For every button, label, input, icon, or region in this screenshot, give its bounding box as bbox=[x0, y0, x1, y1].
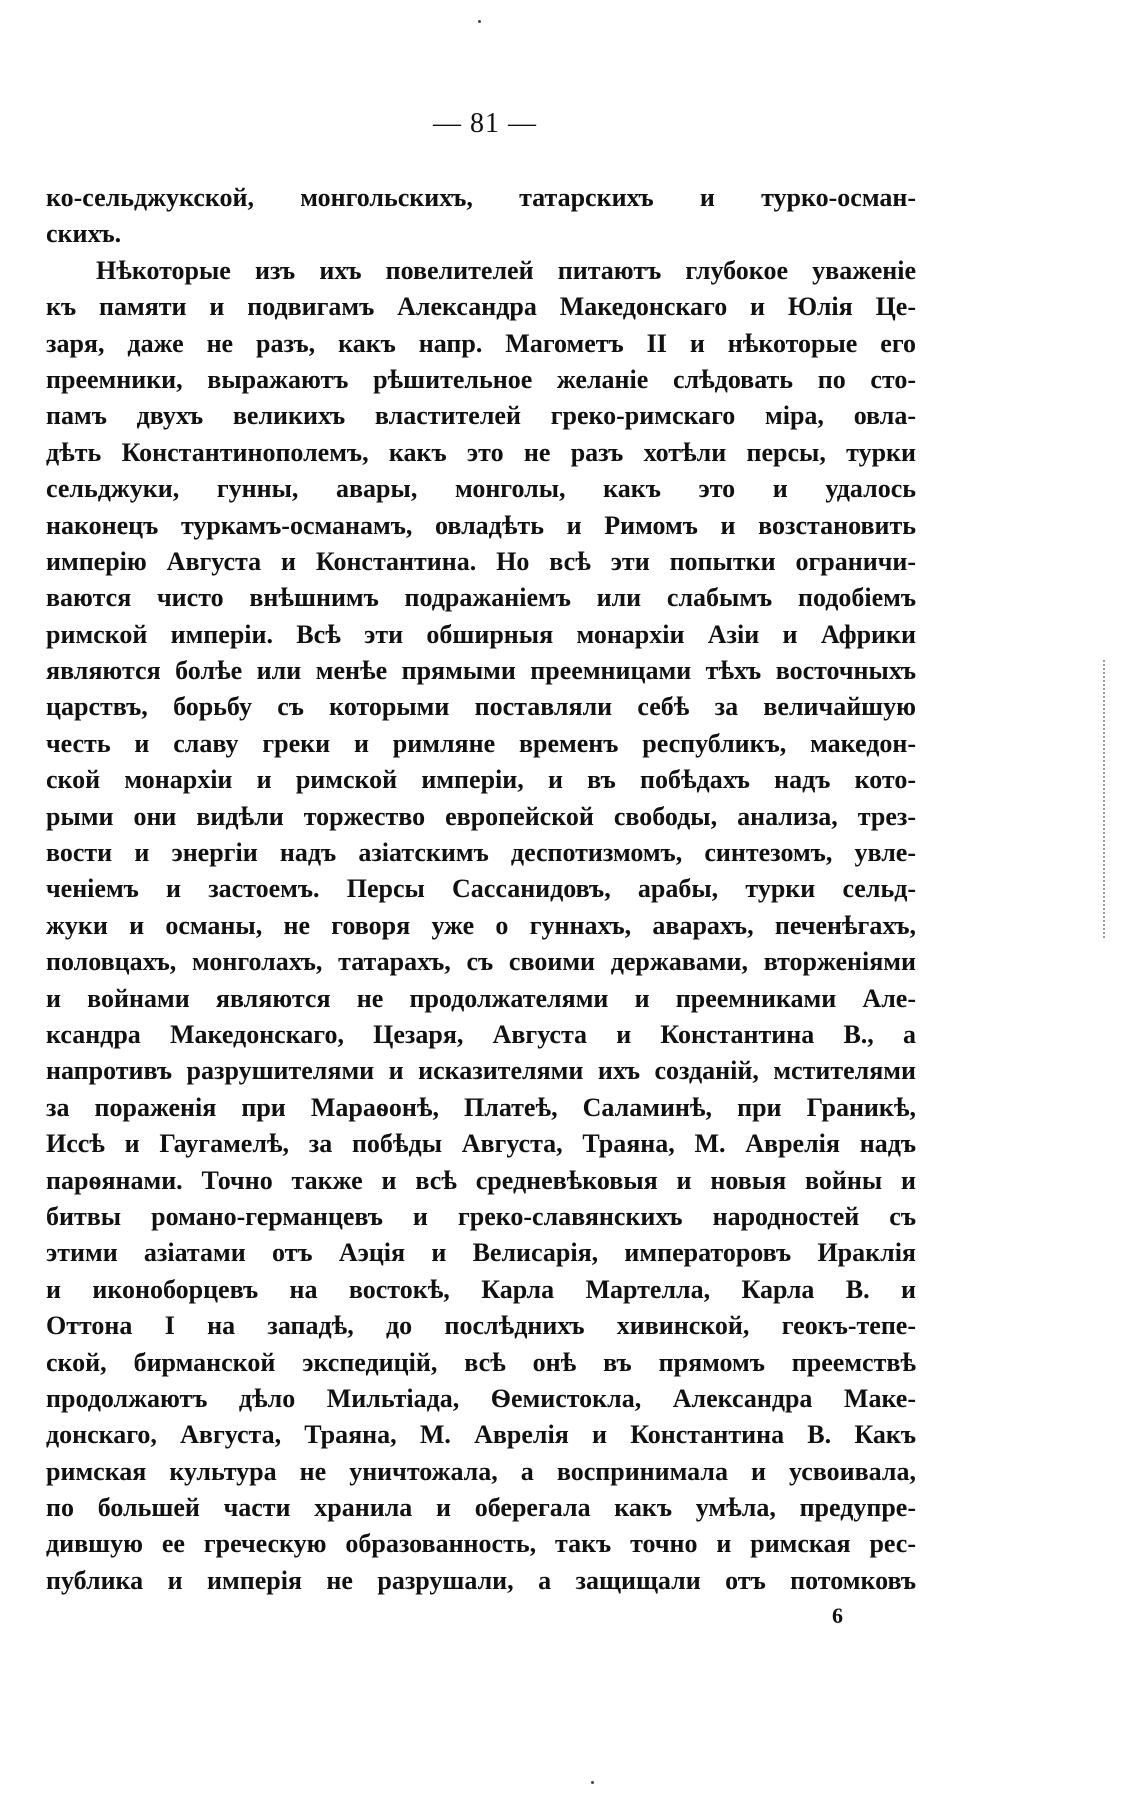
text-line: ваются чисто внѣшнимъ подражаніемъ или слабымъ подобіемъ bbox=[46, 583, 916, 613]
text-line: за пораженія при Мараѳонѣ, Платеѣ, Саламинѣ, при Граникѣ, bbox=[46, 1092, 916, 1122]
text-line: и войнами являются не продолжателями и преемниками Але- bbox=[46, 983, 916, 1013]
text-line: парѳянами. Точно также и всѣ средневѣковыя и новыя войны и bbox=[46, 1165, 916, 1195]
text-line: по большей части хранила и оберегала какъ умѣла, предупре- bbox=[46, 1493, 916, 1523]
signature-mark: 6 bbox=[832, 1603, 843, 1628]
text-line: заря, даже не разъ, какъ напр. Магометъ II и нѣкоторые его bbox=[46, 328, 916, 358]
text-line: донскаго, Августа, Траяна, М. Аврелія и Константина В. Какъ bbox=[46, 1420, 916, 1450]
body-text bbox=[46, 180, 916, 1599]
text-line: ксандра Македонскаго, Цезаря, Августа и Константина В., а bbox=[46, 1019, 916, 1049]
text-line: имперію Августа и Константина. Но всѣ эти попытки ограничи- bbox=[46, 546, 916, 576]
text-line: являются болѣе или менѣе прямыми преемницами тѣхъ восточныхъ bbox=[46, 656, 916, 686]
text-line: преемники, выражаютъ рѣшительное желаніе слѣдовать по сто- bbox=[46, 364, 916, 394]
scan-speck bbox=[591, 1781, 594, 1784]
text-line: скихъ. bbox=[46, 219, 122, 249]
text-line: наконецъ туркамъ-османамъ, овладѣть и Римомъ и возстановить bbox=[46, 510, 916, 540]
text-line: и иконоборцевъ на востокѣ, Карла Мартелла, Карла В. и bbox=[46, 1274, 916, 1304]
text-line: честь и славу греки и римляне временъ республикъ, македон- bbox=[46, 728, 916, 758]
text-line: Нѣкоторые изъ ихъ повелителей питаютъ глубокое уваженіе bbox=[96, 255, 916, 285]
scan-speck bbox=[478, 20, 481, 23]
text-line: вости и энергіи надъ азіатскимъ деспотизмомъ, синтезомъ, увле- bbox=[46, 838, 916, 868]
page-number: — 81 — bbox=[433, 108, 537, 139]
text-line: римская культура не уничтожала, а воспринимала и усвоивала, bbox=[46, 1456, 916, 1486]
text-line: царствъ, борьбу съ которыми поставляли себѣ за величайшую bbox=[46, 692, 916, 722]
text-line: сельджуки, гунны, авары, монголы, какъ это и удалось bbox=[46, 474, 916, 504]
text-line: этими азіатами отъ Аэція и Велисарія, императоровъ Ираклія bbox=[46, 1238, 916, 1268]
text-line: ченіемъ и застоемъ. Персы Сассанидовъ, арабы, турки сельд- bbox=[46, 874, 916, 904]
text-line: памъ двухъ великихъ властителей греко-римскаго міра, овла- bbox=[46, 401, 916, 431]
text-line: къ памяти и подвигамъ Александра Македонскаго и Юлія Це- bbox=[46, 292, 916, 322]
text-line: битвы романо-германцевъ и греко-славянскихъ народностей съ bbox=[46, 1201, 916, 1231]
text-line: напротивъ разрушителями и исказителями ихъ созданій, мстителями bbox=[46, 1056, 916, 1086]
text-line: Иссѣ и Гаугамелѣ, за побѣды Августа, Траяна, М. Аврелія надъ bbox=[46, 1129, 916, 1159]
text-line: половцахъ, монголахъ, татарахъ, съ своими державами, вторженіями bbox=[46, 947, 916, 977]
text-line: публика и имперія не разрушали, а защищали отъ потомковъ bbox=[46, 1565, 916, 1595]
text-line: жуки и османы, не говоря уже о гуннахъ, аварахъ, печенѣгахъ, bbox=[46, 910, 916, 940]
text-line: ской, бирманской экспедицій, всѣ онѣ въ прямомъ преемствѣ bbox=[46, 1347, 916, 1377]
text-line: дѣть Константинополемъ, какъ это не разъ хотѣли персы, турки bbox=[46, 437, 916, 467]
text-line: рыми они видѣли торжество европейской свободы, анализа, трез- bbox=[46, 801, 916, 831]
text-line: продолжаютъ дѣло Мильтіада, Ѳемистокла, Александра Маке- bbox=[46, 1383, 916, 1413]
text-line: дившую ее греческую образованность, такъ точно и римская рес- bbox=[46, 1529, 916, 1559]
text-line: ской монархіи и римской имперіи, и въ побѣдахъ надъ кото- bbox=[46, 765, 916, 795]
text-line: ко-сельджукской, монгольскихъ, татарскихъ и турко-осман- bbox=[46, 183, 916, 212]
text-line: Оттона I на западѣ, до послѣднихъ хивинской, геокъ-тепе- bbox=[46, 1311, 916, 1341]
text-line: римской имперіи. Всѣ эти обширныя монархіи Азіи и Африки bbox=[46, 619, 916, 649]
margin-scan-mark bbox=[1103, 660, 1105, 938]
